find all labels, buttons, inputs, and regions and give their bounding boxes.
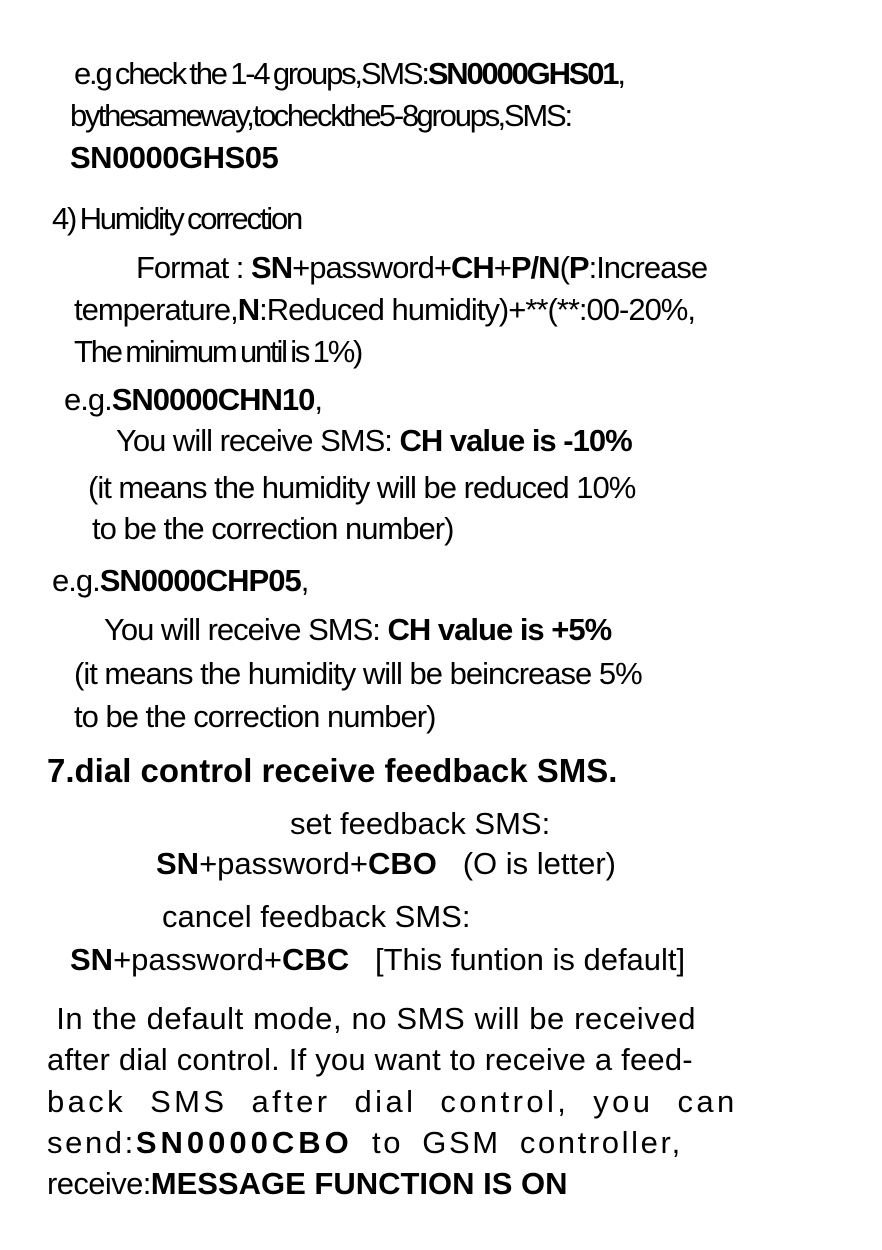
pn-token: P/N xyxy=(510,250,560,285)
set-feedback-command xyxy=(156,846,616,882)
humidity-format-line-1 xyxy=(136,250,707,286)
humidity-title: 4) Humidity correction xyxy=(52,201,302,236)
sms-code: SN0000CHP05 xyxy=(99,563,301,598)
humidity-example-2 xyxy=(52,563,308,599)
sms-code: SN0000CBO xyxy=(135,1125,353,1160)
sms-code: SN0000CHN10 xyxy=(111,382,315,417)
text: ( xyxy=(559,250,569,285)
cancel-feedback-label: cancel feedback SMS: xyxy=(162,899,471,934)
cbo-token: CBO xyxy=(367,846,437,881)
ghs-example-line-2: by the same way,to check the 5-8 groups ,SMS: xyxy=(70,98,571,133)
p-token: P xyxy=(568,250,589,285)
sms-code: SN0000GHS01 xyxy=(427,56,618,91)
text: e.g. xyxy=(52,563,100,598)
text: temperature, xyxy=(74,292,238,327)
n-token: N xyxy=(237,292,260,327)
text: send: xyxy=(47,1125,136,1160)
dial-paragraph-line-1: In the default mode, no SMS will be received xyxy=(47,1001,697,1036)
sn-token: SN xyxy=(70,942,114,977)
response-text: CH value is +5% xyxy=(387,612,612,647)
ghs-example-code: SN0000GHS05 xyxy=(70,140,279,175)
text: to GSM controller, xyxy=(352,1125,683,1160)
humidity-example-2-response xyxy=(104,612,611,648)
humidity-example-2-note-2: to be the correction number) xyxy=(74,699,436,734)
humidity-example-1-note-2: to be the correction number) xyxy=(92,511,454,546)
text: receive: xyxy=(47,1166,151,1201)
dial-paragraph-line-5 xyxy=(47,1166,568,1202)
text: You will receive SMS: xyxy=(116,423,400,458)
dial-control-heading: 7.dial control receive feedback SMS. xyxy=(47,752,618,789)
humidity-example-2-note-1: (it means the humidity will be beincrease 5% xyxy=(74,656,642,691)
text: e.g. xyxy=(64,382,112,417)
text: (O is letter) xyxy=(436,846,616,881)
humidity-format-line-3: The minimum until is 1%) xyxy=(74,334,362,369)
response-text: CH value is -10% xyxy=(399,423,632,458)
dial-paragraph-line-3: back SMS after dial control, you can xyxy=(47,1084,738,1119)
humidity-example-1-response xyxy=(116,423,632,459)
set-feedback-label: set feedback SMS: xyxy=(290,806,551,841)
cbc-token: CBC xyxy=(281,942,350,977)
text: +password+ xyxy=(199,846,368,881)
humidity-format-line-2 xyxy=(74,292,695,328)
text: , xyxy=(617,56,624,91)
dial-paragraph-line-2: after dial control. If you want to receive a feed- xyxy=(47,1042,693,1077)
ghs-example-line-1 xyxy=(74,56,624,92)
cancel-feedback-command xyxy=(70,942,685,978)
format-label: Format : xyxy=(136,250,252,285)
sn-token: SN xyxy=(251,250,293,285)
text: e.g check the 1-4 groups,SMS: xyxy=(74,56,428,91)
sn-token: SN xyxy=(156,846,200,881)
text: You will receive SMS: xyxy=(104,612,388,647)
humidity-example-1 xyxy=(64,382,322,418)
text: :Reduced humidity)+**(**:00-20%, xyxy=(259,292,695,327)
text: +password+ xyxy=(113,942,282,977)
response-text: MESSAGE FUNCTION IS ON xyxy=(150,1166,568,1201)
text: , xyxy=(300,563,309,598)
ch-token: CH xyxy=(450,250,494,285)
text: +password+ xyxy=(292,250,451,285)
text: , xyxy=(314,382,323,417)
dial-paragraph-line-4 xyxy=(47,1125,683,1161)
text: [This funtion is default] xyxy=(349,942,686,977)
humidity-example-1-note-1: (it means the humidity will be reduced 10% xyxy=(88,470,636,505)
text: + xyxy=(493,250,511,285)
text: :Increase xyxy=(588,250,708,285)
